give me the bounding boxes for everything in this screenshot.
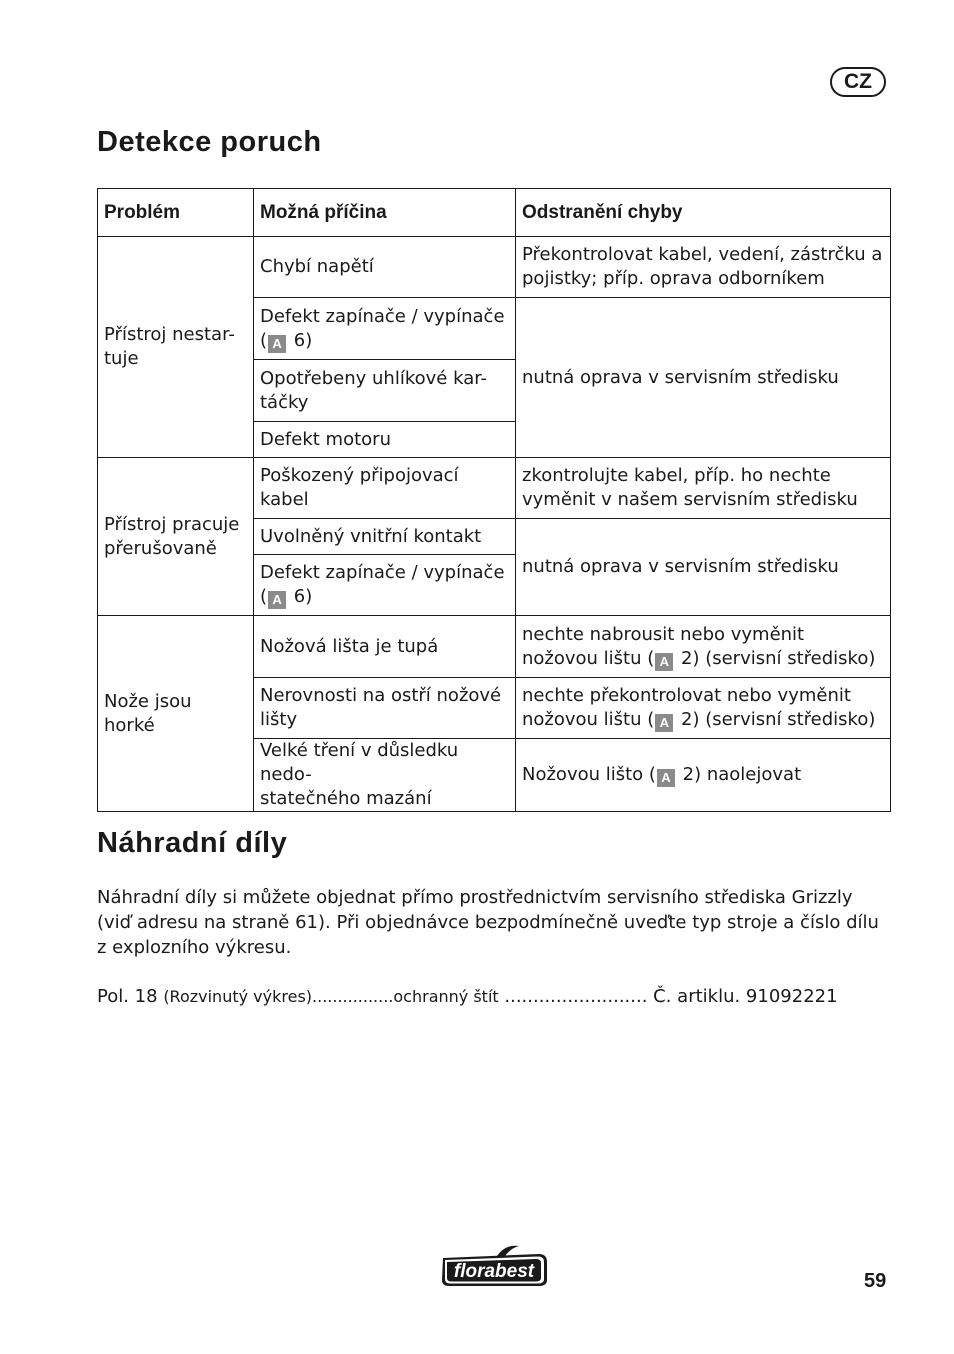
table-row (98, 616, 891, 678)
part-position: Pol. 18 (97, 986, 158, 1007)
problem-cell (98, 458, 254, 616)
remedy-text: zkontrolujte kabel, příp. ho nechte vyměnit v našem servisním středisku (522, 465, 858, 510)
cause-cell (254, 739, 516, 812)
svg-text:florabest: florabest (453, 1261, 535, 1282)
cause-text: Velké tření v důsledku nedo- statečného mazání (260, 740, 459, 809)
problem-cell (98, 616, 254, 812)
cause-text: Nerovnosti na ostří nožové lišty (260, 685, 502, 730)
remedy-cell (516, 678, 891, 739)
florabest-logo (439, 1244, 551, 1289)
section-title-spare-parts: Náhradní díly (97, 827, 288, 859)
remedy-cell (516, 616, 891, 678)
table-header-row (98, 189, 891, 237)
part-leader-dots-2: ......................... (498, 986, 648, 1007)
remedy-text-post: 2) (servisní středisko) (675, 709, 876, 730)
cause-cell (254, 678, 516, 739)
header-cause: Možná příčina (254, 189, 516, 237)
cause-text-pre: Defekt zapínače / vypínače ( (260, 305, 505, 351)
page-number: 59 (864, 1270, 887, 1292)
part-article-number: Č. artiklu. 91092221 (647, 986, 838, 1007)
remedy-text-post: 2) (servisní středisko) (675, 647, 876, 669)
figure-a-marker-icon: A (655, 714, 673, 732)
remedy-cell (516, 739, 891, 812)
language-badge: CZ (830, 67, 886, 97)
cause-cell (254, 298, 516, 360)
cause-text: Chybí napětí (260, 256, 374, 277)
figure-a-marker-icon: A (655, 653, 673, 671)
cause-text: Opotřebeny uhlíkové kar- táčky (260, 367, 487, 413)
cause-cell (254, 458, 516, 519)
table-row (98, 458, 891, 519)
cause-text-post: 6) (288, 329, 313, 351)
part-leader-dots: ................ (312, 987, 394, 1006)
spare-parts-paragraph: Náhradní díly si můžete objednat přímo prostřednictvím servisního střediska Grizzly (viď adresu na straně 61). Při objednávce bezpodmínečně uveďte typ stroje a číslo dílu z explozního výkresu. (97, 887, 879, 958)
part-reference: (Rozvinutý výkres) (163, 987, 313, 1006)
cause-cell (254, 519, 516, 555)
header-problem: Problém (98, 189, 254, 237)
remedy-cell (516, 519, 891, 616)
section-title-fault-detection: Detekce poruch (97, 126, 322, 158)
cause-text: Defekt motoru (260, 428, 391, 450)
problem-text: Přístroj pracuje přerušovaně (104, 513, 240, 559)
cause-cell (254, 360, 516, 422)
cause-text: Poškozený připojovací kabel (260, 465, 459, 510)
header-remedy: Odstranění chyby (516, 189, 891, 237)
remedy-cell (516, 458, 891, 519)
figure-a-marker-icon: A (268, 591, 286, 609)
cause-cell (254, 422, 516, 458)
remedy-text: nutná oprava v servisním středisku (522, 366, 839, 388)
table-row (98, 237, 891, 298)
problem-cell (98, 237, 254, 458)
remedy-text: nutná oprava v servisním středisku (522, 556, 839, 577)
problem-text: Nože jsou horké (104, 690, 192, 736)
part-name: ochranný štít (393, 987, 499, 1006)
cause-text-post: 6) (288, 586, 313, 607)
remedy-text-post: 2) naolejovat (676, 764, 802, 785)
troubleshooting-table (97, 188, 891, 812)
cause-text-pre: Defekt zapínače / vypínače ( (260, 562, 505, 607)
figure-a-marker-icon: A (657, 769, 675, 787)
figure-a-marker-icon: A (268, 335, 286, 353)
spare-part-line (97, 984, 897, 1009)
cause-cell (254, 555, 516, 616)
remedy-text: Překontrolovat kabel, vedení, zástrčku a pojistky; příp. oprava odborníkem (522, 244, 883, 289)
problem-text: Přístroj nestar- tuje (104, 324, 235, 369)
remedy-text-pre: Nožovou lišto ( (522, 764, 656, 785)
cause-text: Nožová lišta je tupá (260, 635, 439, 657)
remedy-cell (516, 237, 891, 298)
remedy-cell (516, 298, 891, 458)
cause-cell (254, 237, 516, 298)
remedy-text-pre: nechte nabrousit nebo vyměnit nožovou lištu ( (522, 623, 805, 669)
cause-cell (254, 616, 516, 678)
cause-text: Uvolněný vnitřní kontakt (260, 525, 482, 547)
remedy-text-pre: nechte překontrolovat nebo vyměnit nožovou lištu ( (522, 685, 851, 730)
